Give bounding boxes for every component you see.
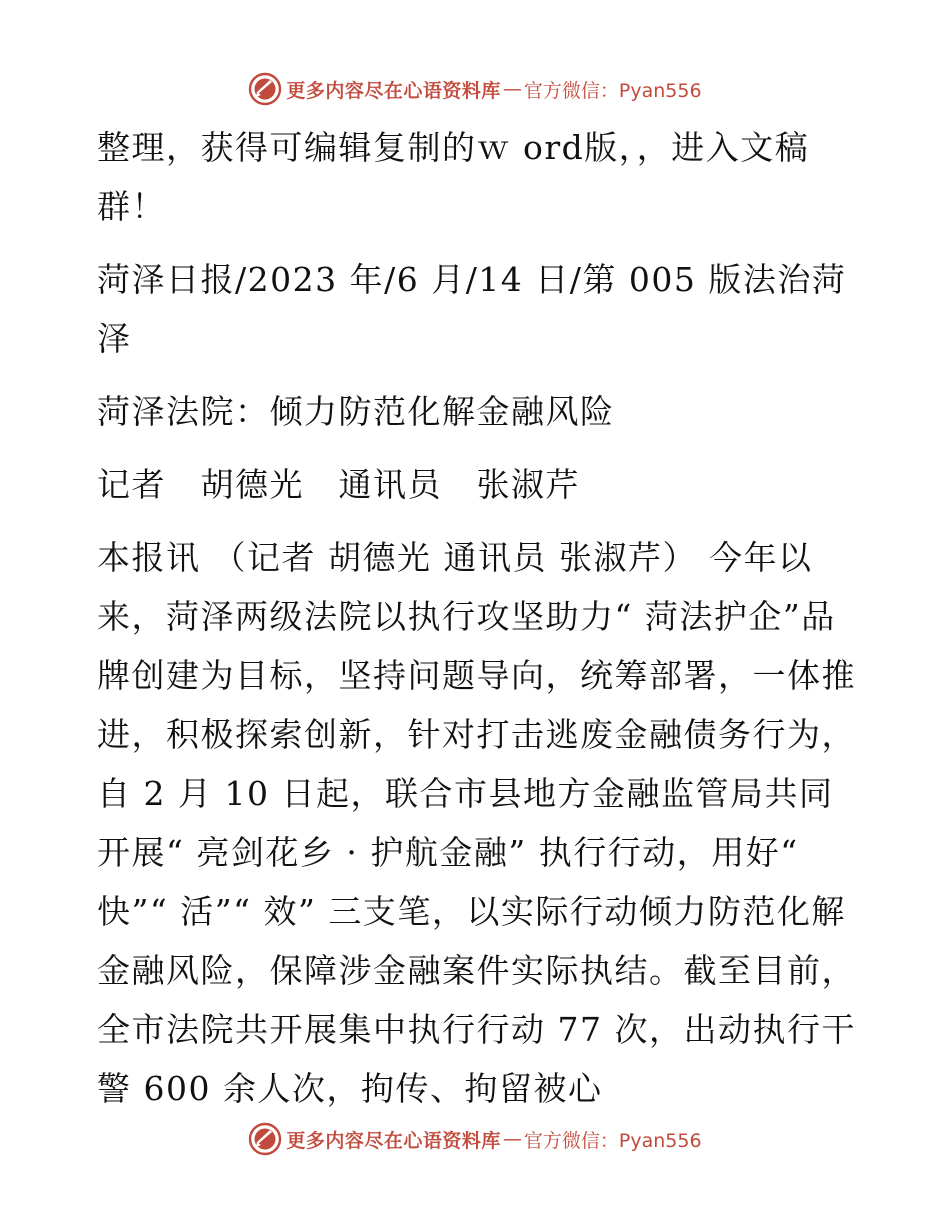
- paragraph-intro-note: 整理，获得可编辑复制的ｗ ord版，，进入文稿群！: [97, 128, 810, 226]
- article-body-paragraph: 本报讯 （记者 胡德光 通讯员 张淑芹） 今年以来，菏泽两级法院以执行攻坚助力“ 菏法护企”品牌创建为目标，坚持问题导向，统筹部署，一体推进，积极探索创新，针对打击逃废金融债务行为，自 2 月 10 日起，联合市县地方金融监管局共同开展“ 亮剑花乡 · 护航金融” 执行行动，用好“ 快”“ 活”“ 效” 三支笔，以实际行动倾力防范化解金融风险，保障涉金融案件实际执结。截至目前，全市法院共开展集中执行行动 77 次，出动执行干警 600 余人次，拘传、拘留被心: [97, 538, 856, 1108]
- document-body: [97, 118, 857, 1132]
- header-watermark-banner: [0, 72, 950, 106]
- seal-logo-icon: [248, 72, 282, 106]
- banner-dash: —: [502, 1128, 522, 1150]
- banner-main-text: 更多内容尽在心语资料库: [286, 1129, 501, 1152]
- paragraph-source-line: 菏泽日报/2023 年/6 月/14 日/第 005 版法治菏泽: [97, 260, 847, 358]
- footer-watermark-banner: [0, 1122, 950, 1156]
- banner-main-text: 更多内容尽在心语资料库: [286, 79, 501, 102]
- banner-dash: —: [502, 78, 522, 100]
- seal-logo-icon: [248, 1122, 282, 1156]
- banner-wechat-text: 官方微信：Pyan556: [523, 79, 702, 102]
- article-byline: 记者 胡德光 通讯员 张淑芹: [97, 465, 580, 504]
- banner-wechat-text: 官方微信：Pyan556: [523, 1129, 702, 1152]
- article-title: 菏泽法院：倾力防范化解金融风险: [97, 392, 615, 431]
